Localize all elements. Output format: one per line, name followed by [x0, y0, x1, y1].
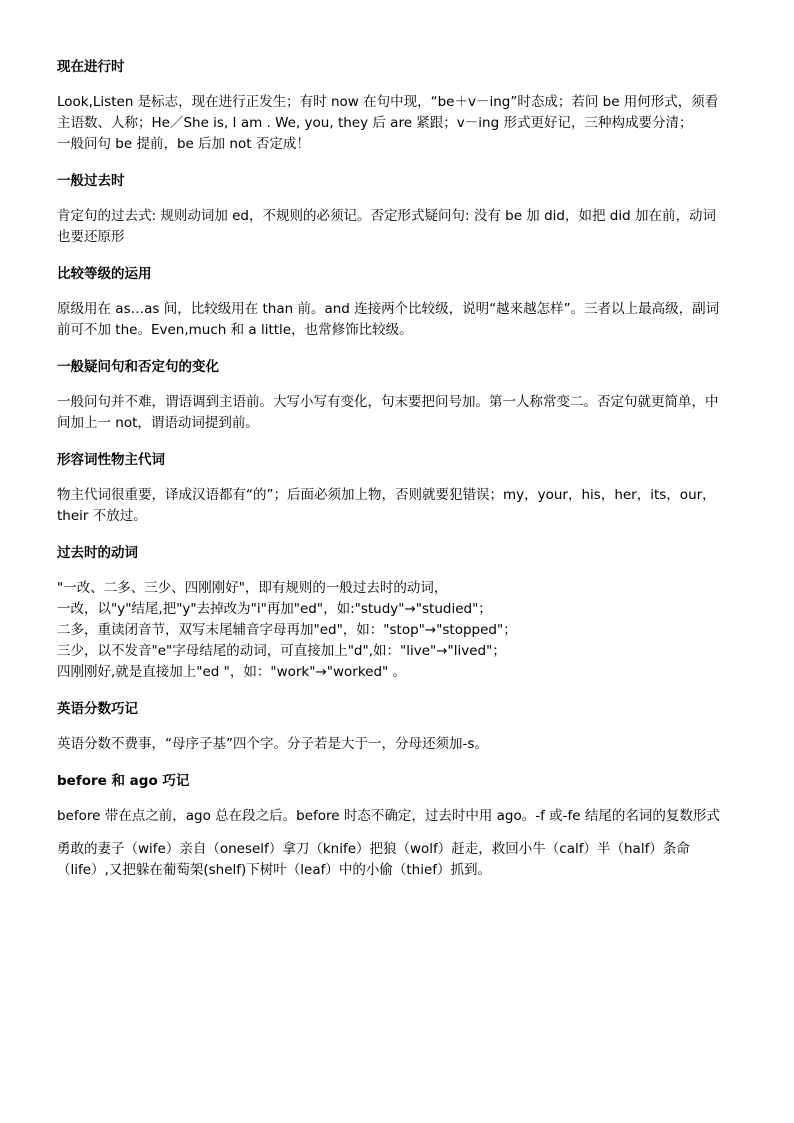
- body-line: 四刚刚好,就是直接加上"ed "，如："work"→"worked" 。: [57, 664, 407, 680]
- section-body: [57, 299, 747, 341]
- section-heading: 一般过去时: [57, 173, 125, 189]
- section-past-tense-verbs: [57, 542, 747, 683]
- section-body: [57, 206, 747, 248]
- body-line: 原级用在 as…as 间，比较级用在 than 前。and 连接两个比较级，说明“越来越怎样”。三者以上最高级，副词: [57, 301, 720, 317]
- section-body: [57, 92, 747, 155]
- body-line: （life）,又把躲在葡萄架(shelf)下树叶（leaf）中的小偷（thief）抓到。: [57, 862, 492, 878]
- body-line: 也要还原形: [57, 229, 125, 245]
- section-heading: 英语分数巧记: [57, 701, 138, 717]
- body-line: before 带在点之前，ago 总在段之后。before 时态不确定，过去时中用 ago。-f 或-fe 结尾的名词的复数形式: [57, 808, 720, 824]
- section-heading: before 和 ago 巧记: [57, 773, 190, 789]
- body-line: 间加上一 not，谓语动词提到前。: [57, 415, 259, 431]
- section-body: [57, 392, 747, 434]
- body-line: their 不放过。: [57, 508, 147, 524]
- closing-paragraph: [57, 839, 747, 881]
- section-possessive-adjectives: [57, 449, 747, 527]
- section-heading: 过去时的动词: [57, 545, 138, 561]
- section-comparison: [57, 263, 747, 341]
- section-before-ago: [57, 770, 747, 827]
- body-line: Look,Listen 是标志，现在进行正发生；有时 now 在句中现，“be＋v－ing”时态成；若问 be 用何形式，须看: [57, 94, 719, 110]
- body-line: 主语数、人称；He／She is, I am . We, you, they 后 are 紧跟；v－ing 形式更好记，三种构成要分清；: [57, 115, 693, 131]
- body-line: 一般问句 be 提前，be 后加 not 否定成！: [57, 136, 310, 152]
- section-fractions: [57, 698, 747, 755]
- section-heading: 现在进行时: [57, 59, 125, 75]
- body-line: 二多，重读闭音节，双写末尾辅音字母再加"ed"，如："stop"→"stopped"；: [57, 622, 517, 638]
- body-line: 勇敢的妻子（wife）亲自（oneself）拿刀（knife）把狼（wolf）赶走，救回小牛（calf）半（half）条命: [57, 841, 690, 857]
- section-simple-past: [57, 170, 747, 248]
- section-heading: 一般疑问句和否定句的变化: [57, 359, 219, 375]
- section-present-continuous: [57, 56, 747, 155]
- body-line: 肯定句的过去式: 规则动词加 ed，不规则的必须记。否定形式疑问句: 没有 be 加 did，如把 did 加在前，动词: [57, 208, 716, 224]
- section-body: [57, 806, 747, 827]
- body-line: 前可不加 the。Even,much 和 a little，也常修饰比较级。: [57, 322, 413, 338]
- section-heading: 形容词性物主代词: [57, 452, 165, 468]
- body-line: 英语分数不费事，“母序子基”四个字。分子若是大于一，分母还须加-s。: [57, 736, 488, 752]
- body-line: 一改，以"y"结尾,把"y"去掉改为"i"再加"ed"，如:"study"→"studied"；: [57, 601, 492, 617]
- body-line: 一般问句并不难，谓语调到主语前。大写小写有变化，句末要把问号加。第一人称常变二。否定句就更简单，中: [57, 394, 719, 410]
- section-questions-negatives: [57, 356, 747, 434]
- body-line: "一改、二多、三少、四刚刚好"，即有规则的一般过去时的动词，: [57, 580, 448, 596]
- body-line: 三少，以不发音"e"字母结尾的动词，可直接加上"d",如："live"→"lived"；: [57, 643, 506, 659]
- body-line: 物主代词很重要，译成汉语都有“的”；后面必须加上物，否则就要犯错误；my，your，his，her，its，our，: [57, 487, 716, 503]
- section-body: [57, 485, 747, 527]
- section-heading: 比较等级的运用: [57, 266, 152, 282]
- section-body: [57, 578, 747, 683]
- section-body: [57, 734, 747, 755]
- document-page: [57, 56, 747, 896]
